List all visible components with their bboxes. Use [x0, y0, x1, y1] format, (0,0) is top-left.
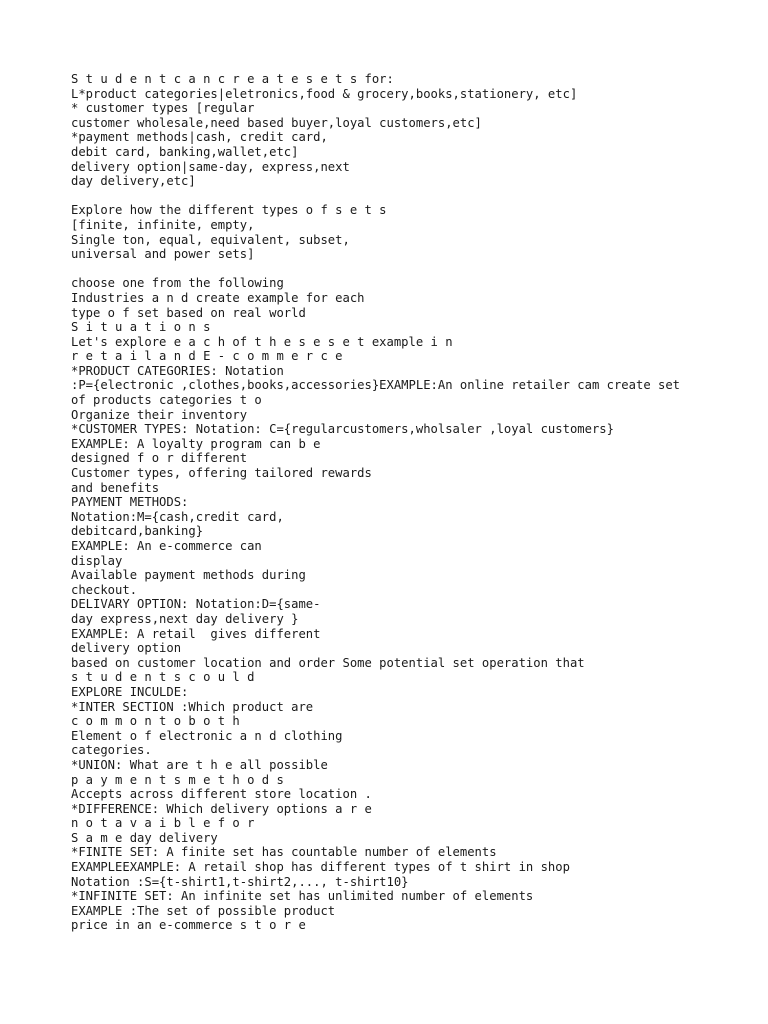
text-line: Let's explore e a c h of t h e s e s e t example i n	[71, 334, 453, 349]
explore-section	[71, 203, 751, 261]
text-line: PAYMENT METHODS:	[71, 495, 189, 510]
text-line: display	[71, 553, 123, 568]
document-page	[71, 72, 751, 933]
intro-section	[71, 72, 751, 189]
intro-title: S t u d e n t c a n c r e a t e s e t s for:	[71, 72, 394, 86]
text-line: Organize their inventory	[71, 407, 248, 422]
text-line: DELIVARY OPTION: Notation:D={same-	[71, 597, 321, 612]
paragraph-gap	[71, 262, 751, 277]
text-line: *payment methods|cash, credit card,	[71, 130, 328, 145]
text-line: type o f set based on real world	[71, 305, 306, 320]
text-line: :P={electronic ,clothes,books,accessories}EXAMPLE:An online retailer cam create set	[71, 378, 681, 393]
paragraph-gap	[71, 189, 751, 204]
text-line: day express,next day delivery }	[71, 611, 299, 626]
text-line: p a y m e n t s m e t h o d s	[71, 772, 284, 787]
text-line: S i t u a t i o n s	[71, 320, 211, 335]
text-line: s t u d e n t s c o u l d	[71, 670, 255, 685]
text-line: checkout.	[71, 582, 138, 597]
text-line: Notation:M={cash,credit card,	[71, 509, 284, 524]
text-line: of products categories t o	[71, 393, 262, 408]
text-line: delivery option	[71, 641, 182, 656]
text-line: EXAMPLE: An e-commerce can	[71, 539, 262, 553]
text-line: *INTER SECTION :Which product are	[71, 699, 314, 714]
text-line: *UNION: What are t h e all possible	[71, 757, 328, 772]
text-line: categories.	[71, 743, 152, 758]
text-line: *DIFFERENCE: Which delivery options a r e	[71, 801, 372, 816]
text-line: Explore how the different types o f s e t s	[71, 203, 387, 218]
text-line: delivery option|same-day, express,next	[71, 159, 350, 174]
text-line: EXAMPLEEXAMPLE: A retail shop has different types of t shirt in shop	[71, 860, 570, 875]
text-line: * customer types [regular	[71, 101, 255, 116]
text-line: n o t a v a i b l e f o r	[71, 816, 255, 831]
text-line: EXAMPLE: A retail gives different	[71, 626, 321, 641]
text-line: *INFINITE SET: An infinite set has unlimited number of elements	[71, 889, 534, 904]
text-line: Customer types, offering tailored rewards	[71, 466, 372, 481]
text-line: c o m m o n t o b o t h	[71, 714, 240, 729]
text-line: [finite, infinite, empty,	[71, 217, 255, 232]
text-line: debit card, banking,wallet,etc]	[71, 144, 299, 159]
text-line: debitcard,banking}	[71, 524, 204, 539]
text-line: customer wholesale,need based buyer,loyal customers,etc]	[71, 115, 482, 130]
text-line: EXPLORE INCULDE:	[71, 684, 189, 699]
text-line: S a m e day delivery	[71, 830, 218, 845]
text-line: and benefits	[71, 480, 160, 495]
text-line: Available payment methods during	[71, 568, 306, 583]
text-line: *CUSTOMER TYPES: Notation: C={regularcustomers,wholsaler ,loyal customers}	[71, 422, 614, 437]
text-line: Element o f electronic a n d clothing	[71, 728, 343, 743]
text-line: *FINITE SET: A finite set has countable number of elements	[71, 845, 497, 860]
body-section	[71, 276, 751, 933]
text-line: r e t a i l a n d E - c o m m e r c e	[71, 349, 343, 364]
text-line: price in an e-commerce s t o r e	[71, 918, 306, 933]
text-line: *PRODUCT CATEGORIES: Notation	[71, 363, 284, 378]
text-line: EXAMPLE: A loyalty program can b e	[71, 436, 321, 451]
text-line: choose one from the following	[71, 276, 284, 291]
text-line: EXAMPLE :The set of possible product	[71, 903, 336, 918]
text-line: Notation :S={t-shirt1,t-shirt2,..., t-shirt10}	[71, 874, 409, 889]
text-line: day delivery,etc]	[71, 174, 196, 189]
text-line: L*product categories|eletronics,food & grocery,books,stationery, etc]	[71, 86, 578, 101]
text-line: designed f o r different	[71, 451, 248, 466]
text-line: based on customer location and order Some potential set operation that	[71, 655, 585, 670]
text-line: Accepts across different store location .	[71, 787, 372, 802]
text-line: Industries a n d create example for each	[71, 290, 365, 305]
text-line: universal and power sets]	[71, 247, 255, 262]
text-line: Single ton, equal, equivalent, subset,	[71, 232, 350, 247]
